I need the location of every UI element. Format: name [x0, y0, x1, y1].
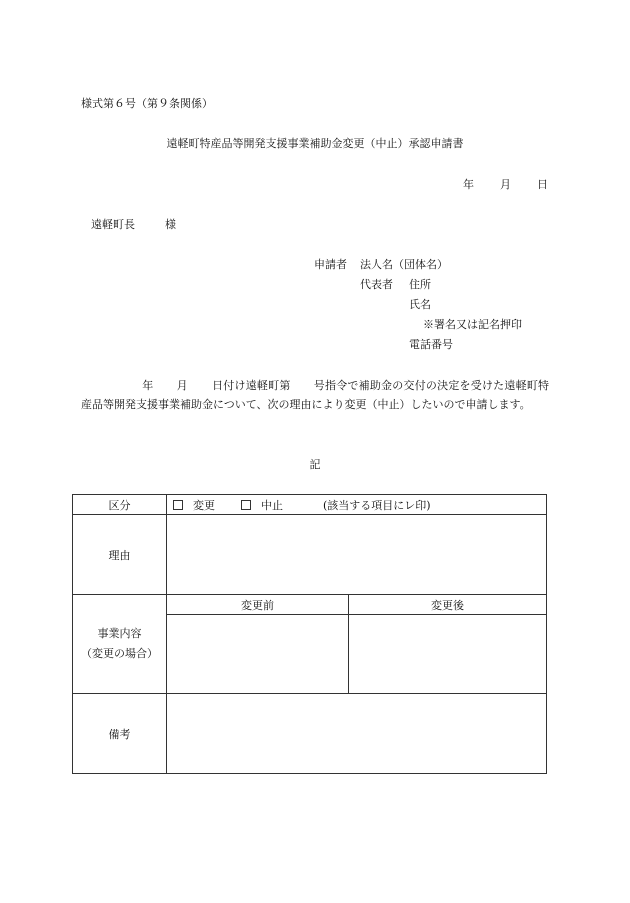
date-day: 日 — [537, 178, 548, 191]
body-paragraph — [81, 376, 549, 414]
content-label-line1: 事業内容 — [97, 627, 142, 640]
document-title: 遠軽町特産品等開発支援事業補助金変更（中止）承認申請書 — [166, 137, 464, 150]
before-field[interactable] — [167, 615, 349, 694]
remarks-row — [73, 694, 547, 774]
reason-label: 理由 — [73, 515, 167, 595]
applicant-label: 申請者 — [314, 258, 347, 271]
application-table — [72, 494, 547, 774]
applicant-phone: 電話番号 — [409, 338, 453, 351]
body-date-ref: 日付け遠軽町第 — [211, 379, 291, 392]
remarks-label: 備考 — [73, 694, 167, 774]
body-main-text: 号指令で補助金の交付の決定を受けた遠軽町特産品等開発支援事業補助金について、次の理由により変更（中止）したいので申請します。 — [81, 379, 550, 411]
addressee-honorific: 様 — [165, 218, 176, 231]
applicant-corp-name: 法人名（団体名） — [360, 258, 448, 271]
cancel-checkbox[interactable] — [241, 500, 251, 510]
body-year: 年 — [142, 379, 154, 392]
content-label — [73, 595, 167, 694]
category-row — [73, 495, 547, 515]
option-note: (該当する項目にレ印) — [323, 498, 431, 512]
category-options — [167, 495, 547, 515]
after-header: 変更後 — [349, 595, 547, 615]
category-label: 区分 — [73, 495, 167, 515]
body-month: 月 — [176, 379, 188, 392]
reason-field[interactable] — [167, 515, 547, 595]
content-header-row — [73, 595, 547, 615]
change-checkbox[interactable] — [173, 500, 183, 510]
before-header: 変更前 — [167, 595, 349, 615]
remarks-field[interactable] — [167, 694, 547, 774]
date-year: 年 — [463, 178, 474, 191]
applicant-name: 氏名 — [409, 298, 431, 311]
ki-label: 記 — [309, 458, 321, 471]
addressee-name: 遠軽町長 — [91, 218, 135, 231]
applicant-seal-note: ※署名又は記名押印 — [423, 318, 522, 331]
form-number: 様式第６号（第９条関係） — [81, 97, 213, 110]
after-field[interactable] — [349, 615, 547, 694]
date-month: 月 — [500, 178, 511, 191]
reason-row — [73, 515, 547, 595]
change-option-label: 変更 — [193, 498, 215, 512]
content-label-line2: （変更の場合） — [81, 647, 158, 660]
applicant-rep-label: 代表者 — [360, 278, 393, 291]
applicant-address: 住所 — [409, 278, 431, 291]
cancel-option-label: 中止 — [261, 498, 283, 512]
